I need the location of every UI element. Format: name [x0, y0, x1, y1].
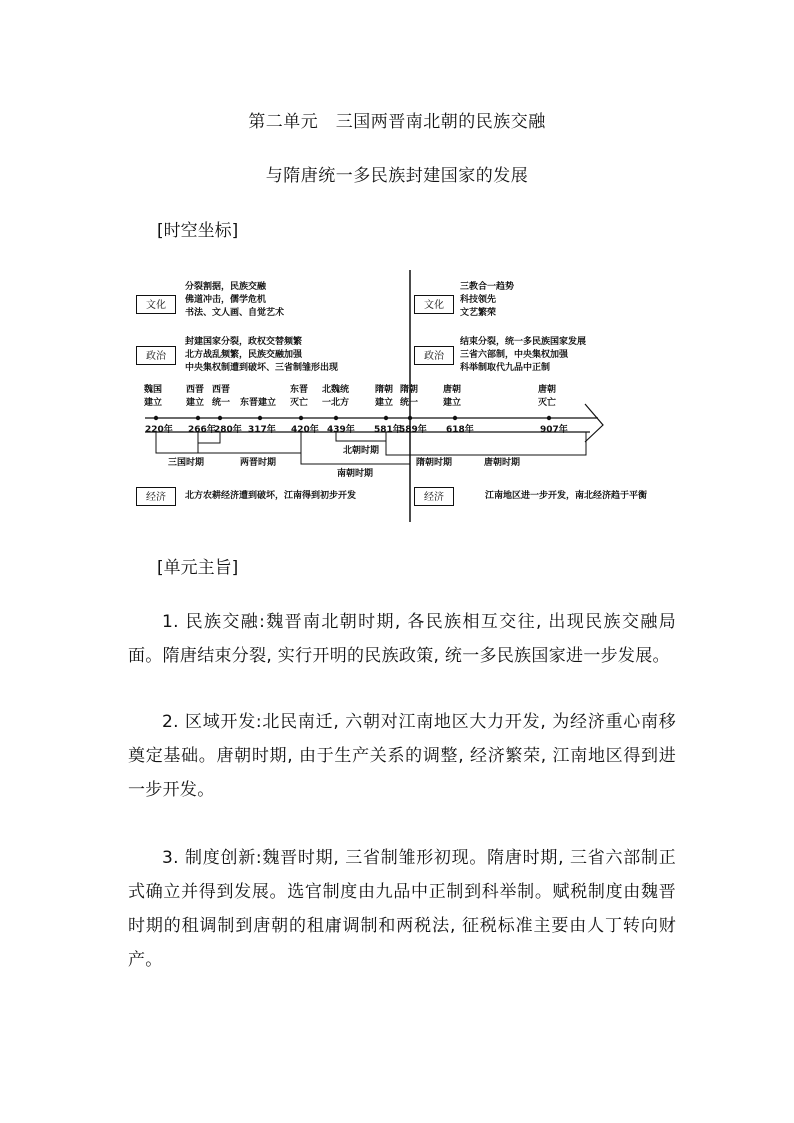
unit-title-line1: 第二单元 三国两晋南北朝的民族交融 [248, 112, 546, 132]
year-label: 266年 [188, 425, 216, 435]
politics-note: 封建国家分裂，政权交替频繁 [185, 337, 303, 347]
event-label: 东晋建立 [240, 398, 277, 408]
politics-note: 三省六部制，中央集权加强 [460, 350, 569, 360]
politics-label-left: 政治 [136, 346, 176, 365]
culture-note: 三教合一趋势 [460, 282, 515, 292]
year-label: 589年 [399, 425, 427, 435]
event-label: 北魏统 一北方 [322, 385, 350, 408]
year-label: 220年 [145, 425, 173, 435]
period-label: 南朝时期 [337, 469, 374, 479]
event-label: 隋朝 统一 [400, 385, 419, 408]
period-label: 唐朝时期 [484, 458, 521, 468]
event-label: 西晋 统一 [212, 385, 231, 408]
event-label: 唐朝 灭亡 [538, 385, 557, 408]
culture-note: 佛道冲击，儒学危机 [185, 295, 267, 305]
culture-notes-left [185, 281, 284, 320]
politics-note: 中央集权制遭到破坏、三省制雏形出现 [185, 363, 339, 373]
economy-label-right: 经济 [414, 487, 454, 506]
paragraph-text: 3. 制度创新:魏晋时期, 三省制雏形初现。隋唐时期, 三省六部制正式确立并得到发展。选官制度由九品中正制到科举制。赋税制度由魏晋时期的租调制到唐朝的租庸调制和两税法, 征税标准主要由人丁转向财产。 [128, 848, 676, 970]
politics-notes-right [460, 336, 586, 375]
period-label: 两晋时期 [240, 458, 277, 468]
theme-paragraph [128, 605, 676, 673]
culture-note: 书法、文人画、自觉艺术 [185, 308, 285, 318]
timeline-lines [0, 0, 794, 540]
culture-note: 科技领先 [460, 295, 497, 305]
timeline-diagram [0, 0, 794, 540]
year-label: 581年 [374, 425, 402, 435]
period-label: 隋朝时期 [416, 458, 453, 468]
event-label: 唐朝 建立 [443, 385, 462, 408]
event-label: 隋朝 建立 [375, 385, 394, 408]
event-label: 魏国 建立 [144, 385, 163, 408]
culture-notes-right [460, 281, 514, 320]
economy-label-left: 经济 [136, 487, 176, 506]
event-label: 东晋 灭亡 [290, 385, 309, 408]
culture-label-right: 文化 [414, 295, 454, 314]
theme-paragraph [128, 841, 676, 977]
period-label: 三国时期 [168, 458, 205, 468]
politics-label-right: 政治 [414, 346, 454, 365]
culture-note: 文艺繁荣 [460, 308, 497, 318]
culture-label-left: 文化 [136, 295, 176, 314]
unit-title-line2: 与隋唐统一多民族封建国家的发展 [265, 166, 529, 186]
politics-note: 科举制取代九品中正制 [460, 363, 551, 373]
year-label: 317年 [248, 425, 276, 435]
year-label: 280年 [214, 425, 242, 435]
economy-note-left: 北方农耕经济遭到破坏，江南得到初步开发 [185, 491, 357, 501]
theme-heading: [单元主旨] [157, 558, 239, 578]
politics-note: 结束分裂，统一多民族国家发展 [460, 337, 587, 347]
paragraph-text: 1. 民族交融:魏晋南北朝时期, 各民族相互交往, 出现民族交融局面。隋唐结束分裂, 实行开明的民族政策, 统一多民族国家进一步发展。 [128, 612, 676, 666]
timeline-heading: [时空坐标] [157, 221, 239, 241]
politics-note: 北方战乱频繁，民族交融加强 [185, 350, 303, 360]
year-label: 618年 [446, 425, 474, 435]
politics-notes-left [185, 336, 338, 375]
culture-note: 分裂割据，民族交融 [185, 282, 267, 292]
economy-note-right: 江南地区进一步开发，南北经济趋于平衡 [485, 491, 648, 501]
period-label: 北朝时期 [343, 446, 380, 456]
event-label: 西晋 建立 [186, 385, 205, 408]
year-label: 420年 [291, 425, 319, 435]
theme-paragraph [128, 705, 676, 807]
paragraph-text: 2. 区域开发:北民南迁, 六朝对江南地区大力开发, 为经济重心南移奠定基础。唐朝时期, 由于生产关系的调整, 经济繁荣, 江南地区得到进一步开发。 [128, 712, 676, 800]
year-label: 907年 [540, 425, 568, 435]
year-label: 439年 [327, 425, 355, 435]
